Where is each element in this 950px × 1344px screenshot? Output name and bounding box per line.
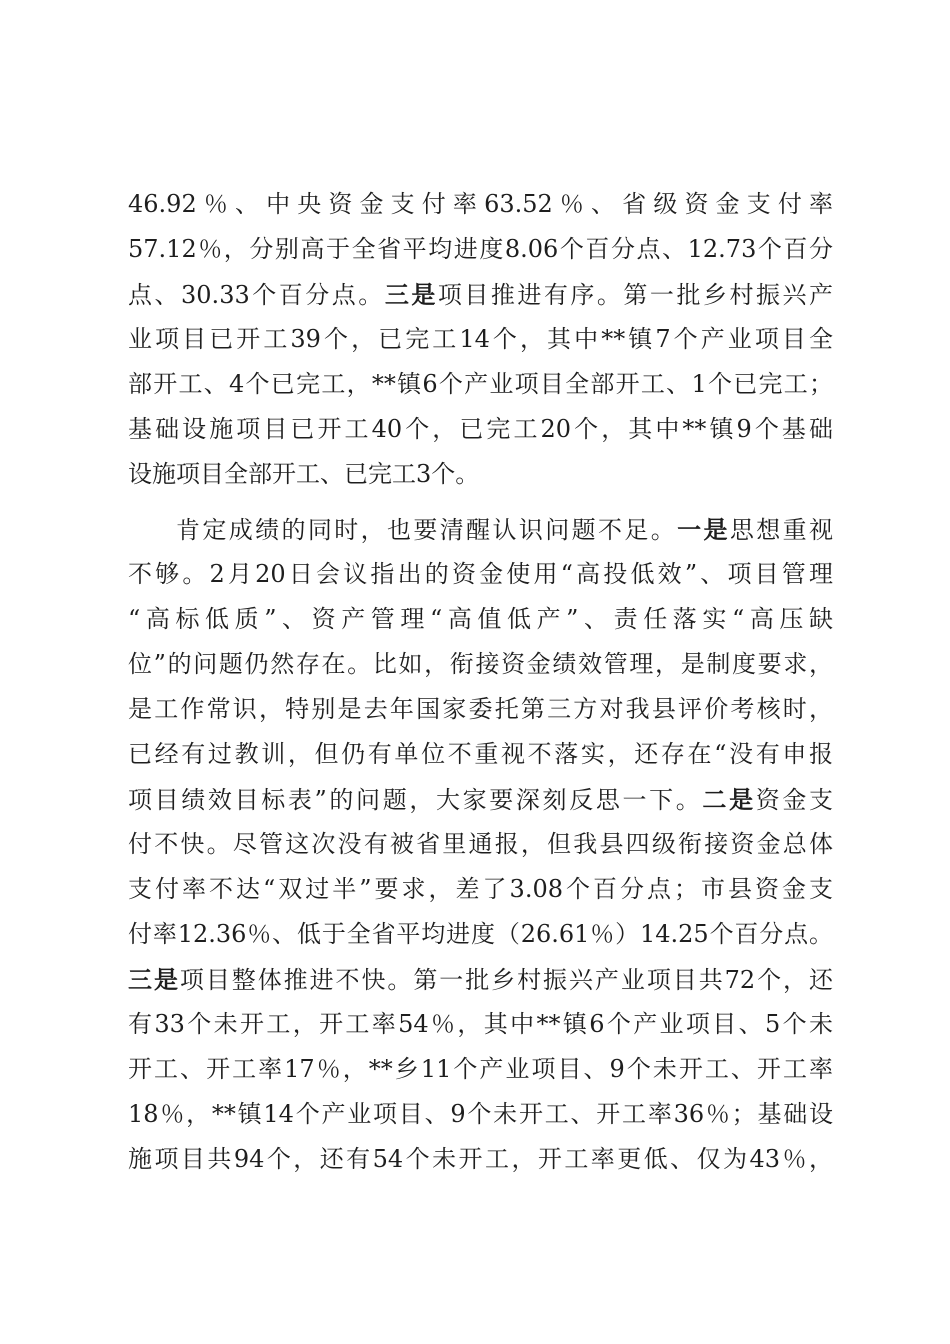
text-line xyxy=(128,1092,833,1137)
text-run: 有33个未开工，开工率54％，其中**镇6个产业项目、5个未 xyxy=(128,1010,833,1038)
text-run: 思想重视 xyxy=(729,516,833,544)
text-line xyxy=(128,957,833,1002)
text-line xyxy=(128,507,833,552)
text-line xyxy=(128,317,833,362)
text-run: 位”的问题仍然存在。比如，衔接资金绩效管理，是制度要求， xyxy=(128,650,833,678)
text-run: 付率12.36％、低于全省平均进度（26.61％）14.25个百分点。 xyxy=(128,920,833,948)
text-run: 支付率不达“双过半”要求，差了3.08个百分点；市县资金支 xyxy=(128,875,833,903)
text-line xyxy=(128,452,833,497)
emphasis-label: 一是 xyxy=(677,515,730,544)
text-line xyxy=(128,407,833,452)
emphasis-label: 二是 xyxy=(702,785,756,814)
text-line xyxy=(128,1002,833,1047)
text-line xyxy=(128,822,833,867)
text-run: 点、30.33个百分点。 xyxy=(128,281,385,309)
text-line xyxy=(128,597,833,642)
text-line xyxy=(128,362,833,407)
text-line xyxy=(128,867,833,912)
text-line xyxy=(128,1137,833,1182)
text-run: 46.92％、中央资金支付率63.52％、省级资金支付率 xyxy=(128,190,833,218)
text-run: 项目绩效目标表”的问题，大家要深刻反思一下。 xyxy=(128,786,703,814)
text-run: 是工作常识，特别是去年国家委托第三方对我县评价考核时， xyxy=(128,695,833,723)
text-line xyxy=(128,642,833,687)
text-run: 已经有过教训，但仍有单位不重视不落实，还存在“没有申报 xyxy=(128,740,833,768)
emphasis-label: 三是 xyxy=(384,280,438,309)
text-line xyxy=(128,227,833,272)
text-line xyxy=(128,182,833,227)
text-run: 57.12％，分别高于全省平均进度8.06个百分点、12.73个百分 xyxy=(128,235,833,263)
text-run: 不够。2月20日会议指出的资金使用“高投低效”、项目管理 xyxy=(128,560,833,588)
text-run: 18％，**镇14个产业项目、9个未开工、开工率36％；基础设 xyxy=(128,1100,833,1128)
paragraph-1 xyxy=(128,182,833,497)
text-run: “高标低质”、资产管理“高值低产”、责任落实“高压缺 xyxy=(128,605,833,633)
text-run: 部开工、4个已完工，**镇6个产业项目全部开工、1个已完工； xyxy=(128,370,833,398)
text-line xyxy=(128,777,833,822)
text-line xyxy=(128,687,833,732)
paragraph-2 xyxy=(128,507,833,1182)
text-run: 付不快。尽管这次没有被省里通报，但我县四级衔接资金总体 xyxy=(128,830,833,858)
text-line xyxy=(128,1047,833,1092)
text-line xyxy=(128,912,833,957)
text-line xyxy=(128,552,833,597)
text-run: 项目推进有序。第一批乡村振兴产 xyxy=(437,281,833,309)
text-run: 肯定成绩的同时，也要清醒认识问题不足。 xyxy=(176,516,678,544)
text-run: 开工、开工率17％，**乡11个产业项目、9个未开工、开工率 xyxy=(128,1055,833,1083)
text-run: 业项目已开工39个，已完工14个，其中**镇7个产业项目全 xyxy=(128,325,833,353)
text-line xyxy=(128,272,833,317)
text-run: 资金支 xyxy=(755,786,833,814)
text-line xyxy=(128,732,833,777)
emphasis-label: 三是 xyxy=(128,965,180,994)
text-run: 项目整体推进不快。第一批乡村振兴产业项目共72个，还 xyxy=(179,966,833,994)
text-run: 基础设施项目已开工40个，已完工20个，其中**镇9个基础 xyxy=(128,415,833,443)
text-run: 设施项目全部开工、已完工3个。 xyxy=(128,460,480,488)
text-run: 施项目共94个，还有54个未开工，开工率更低、仅为43％， xyxy=(128,1145,833,1173)
